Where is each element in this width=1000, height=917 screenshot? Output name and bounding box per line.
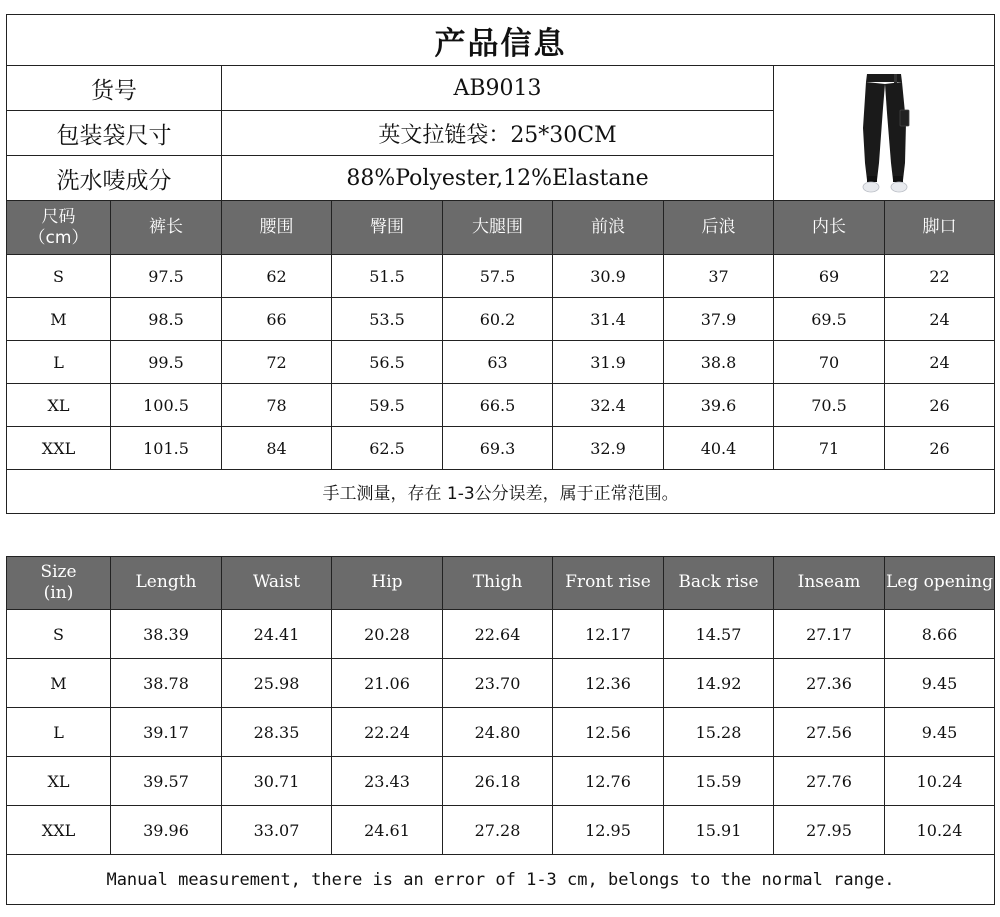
- cm-value-cell: 62.5: [332, 427, 443, 470]
- item-number-label: 货号: [7, 66, 222, 111]
- in-value-cell: 26.18: [443, 757, 553, 806]
- cm-value-cell: 71: [774, 427, 885, 470]
- cm-header-cell: 脚口: [885, 201, 995, 255]
- package-size-value: 英文拉链袋：25*30CM: [222, 111, 774, 156]
- in-size-cell: S: [7, 610, 111, 659]
- cm-value-cell: 30.9: [553, 255, 664, 298]
- in-value-cell: 15.59: [664, 757, 774, 806]
- in-value-cell: 12.76: [553, 757, 664, 806]
- cm-value-cell: 78: [222, 384, 332, 427]
- cm-value-cell: 70: [774, 341, 885, 384]
- pants-image: [839, 68, 929, 198]
- in-value-cell: 12.56: [553, 708, 664, 757]
- in-header-cell: Leg opening: [885, 557, 995, 610]
- cm-value-cell: 53.5: [332, 298, 443, 341]
- in-value-cell: 27.95: [774, 806, 885, 855]
- in-value-cell: 28.35: [222, 708, 332, 757]
- in-value-cell: 10.24: [885, 806, 995, 855]
- cm-value-cell: 72: [222, 341, 332, 384]
- cm-value-cell: 97.5: [111, 255, 222, 298]
- in-value-cell: 27.76: [774, 757, 885, 806]
- in-value-cell: 22.64: [443, 610, 553, 659]
- in-header-cell: Size (in): [7, 557, 111, 610]
- in-value-cell: 9.45: [885, 659, 995, 708]
- cm-header-cell: 臀围: [332, 201, 443, 255]
- in-value-cell: 14.92: [664, 659, 774, 708]
- cm-header-cell: 后浪: [664, 201, 774, 255]
- in-value-cell: 38.78: [111, 659, 222, 708]
- in-value-cell: 27.56: [774, 708, 885, 757]
- table-row: [7, 757, 995, 806]
- cm-header-cell: 腰围: [222, 201, 332, 255]
- cm-value-cell: 56.5: [332, 341, 443, 384]
- in-value-cell: 12.17: [553, 610, 664, 659]
- in-value-cell: 10.24: [885, 757, 995, 806]
- cm-value-cell: 63: [443, 341, 553, 384]
- in-header-row: [7, 557, 995, 610]
- product-photo: [774, 66, 995, 201]
- in-value-cell: 9.45: [885, 708, 995, 757]
- cm-value-cell: 38.8: [664, 341, 774, 384]
- cm-size-cell: M: [7, 298, 111, 341]
- in-value-cell: 15.91: [664, 806, 774, 855]
- cm-value-cell: 24: [885, 341, 995, 384]
- cm-value-cell: 101.5: [111, 427, 222, 470]
- in-value-cell: 27.28: [443, 806, 553, 855]
- cm-value-cell: 39.6: [664, 384, 774, 427]
- in-value-cell: 14.57: [664, 610, 774, 659]
- cm-value-cell: 69: [774, 255, 885, 298]
- in-value-cell: 39.57: [111, 757, 222, 806]
- cm-value-cell: 26: [885, 427, 995, 470]
- cm-value-cell: 66.5: [443, 384, 553, 427]
- table-row: [7, 255, 995, 298]
- in-header-cell: Back rise: [664, 557, 774, 610]
- in-value-cell: 24.61: [332, 806, 443, 855]
- cm-value-cell: 84: [222, 427, 332, 470]
- cm-value-cell: 99.5: [111, 341, 222, 384]
- in-value-cell: 23.70: [443, 659, 553, 708]
- cm-value-cell: 69.5: [774, 298, 885, 341]
- cm-size-cell: XL: [7, 384, 111, 427]
- cm-value-cell: 32.4: [553, 384, 664, 427]
- in-header-cell: Length: [111, 557, 222, 610]
- in-header-cell: Front rise: [553, 557, 664, 610]
- in-value-cell: 23.43: [332, 757, 443, 806]
- in-value-cell: 27.36: [774, 659, 885, 708]
- cm-value-cell: 37: [664, 255, 774, 298]
- in-header-cell: Inseam: [774, 557, 885, 610]
- in-size-cell: L: [7, 708, 111, 757]
- table-row: [7, 384, 995, 427]
- composition-label: 洗水唛成分: [7, 156, 222, 201]
- in-value-cell: 33.07: [222, 806, 332, 855]
- cm-value-cell: 31.9: [553, 341, 664, 384]
- in-value-cell: 20.28: [332, 610, 443, 659]
- cm-value-cell: 32.9: [553, 427, 664, 470]
- table-row: [7, 806, 995, 855]
- cm-value-cell: 59.5: [332, 384, 443, 427]
- inch-size-table: [6, 556, 995, 905]
- in-value-cell: 21.06: [332, 659, 443, 708]
- table-title: 产品信息: [7, 15, 995, 66]
- cm-size-cell: XXL: [7, 427, 111, 470]
- cm-header-cell: 内长: [774, 201, 885, 255]
- in-value-cell: 12.95: [553, 806, 664, 855]
- table-row: [7, 298, 995, 341]
- cm-header-cell: 尺码 （cm）: [7, 201, 111, 255]
- in-value-cell: 24.41: [222, 610, 332, 659]
- in-value-cell: 38.39: [111, 610, 222, 659]
- cm-size-cell: S: [7, 255, 111, 298]
- cm-value-cell: 70.5: [774, 384, 885, 427]
- in-header-cell: Hip: [332, 557, 443, 610]
- in-size-cell: M: [7, 659, 111, 708]
- cm-value-cell: 100.5: [111, 384, 222, 427]
- cm-value-cell: 31.4: [553, 298, 664, 341]
- in-header-cell: Waist: [222, 557, 332, 610]
- composition-value: 88%Polyester,12%Elastane: [222, 156, 774, 201]
- cm-value-cell: 69.3: [443, 427, 553, 470]
- in-value-cell: 25.98: [222, 659, 332, 708]
- cm-value-cell: 26: [885, 384, 995, 427]
- in-value-cell: 24.80: [443, 708, 553, 757]
- cm-value-cell: 62: [222, 255, 332, 298]
- table-row: [7, 341, 995, 384]
- in-value-cell: 39.96: [111, 806, 222, 855]
- table-row: [7, 427, 995, 470]
- cm-value-cell: 51.5: [332, 255, 443, 298]
- in-value-cell: 22.24: [332, 708, 443, 757]
- cm-value-cell: 60.2: [443, 298, 553, 341]
- in-note: Manual measurement, there is an error of 1-3 cm, belongs to the normal range.: [7, 855, 995, 905]
- cm-value-cell: 37.9: [664, 298, 774, 341]
- cm-value-cell: 98.5: [111, 298, 222, 341]
- in-value-cell: 12.36: [553, 659, 664, 708]
- cm-note: 手工测量，存在 1-3公分误差，属于正常范围。: [7, 470, 995, 514]
- in-size-cell: XXL: [7, 806, 111, 855]
- product-info-table: [6, 14, 995, 514]
- in-value-cell: 27.17: [774, 610, 885, 659]
- table-row: [7, 610, 995, 659]
- cm-header-cell: 前浪: [553, 201, 664, 255]
- in-size-cell: XL: [7, 757, 111, 806]
- cm-size-cell: L: [7, 341, 111, 384]
- in-value-cell: 39.17: [111, 708, 222, 757]
- cm-value-cell: 22: [885, 255, 995, 298]
- cm-value-cell: 24: [885, 298, 995, 341]
- in-header-cell: Thigh: [443, 557, 553, 610]
- cm-value-cell: 66: [222, 298, 332, 341]
- table-row: [7, 708, 995, 757]
- package-size-label: 包装袋尺寸: [7, 111, 222, 156]
- cm-value-cell: 40.4: [664, 427, 774, 470]
- item-number-value: AB9013: [222, 66, 774, 111]
- in-value-cell: 8.66: [885, 610, 995, 659]
- in-value-cell: 30.71: [222, 757, 332, 806]
- cm-header-row: [7, 201, 995, 255]
- in-value-cell: 15.28: [664, 708, 774, 757]
- cm-header-cell: 大腿围: [443, 201, 553, 255]
- table-row: [7, 659, 995, 708]
- cm-value-cell: 57.5: [443, 255, 553, 298]
- cm-header-cell: 裤长: [111, 201, 222, 255]
